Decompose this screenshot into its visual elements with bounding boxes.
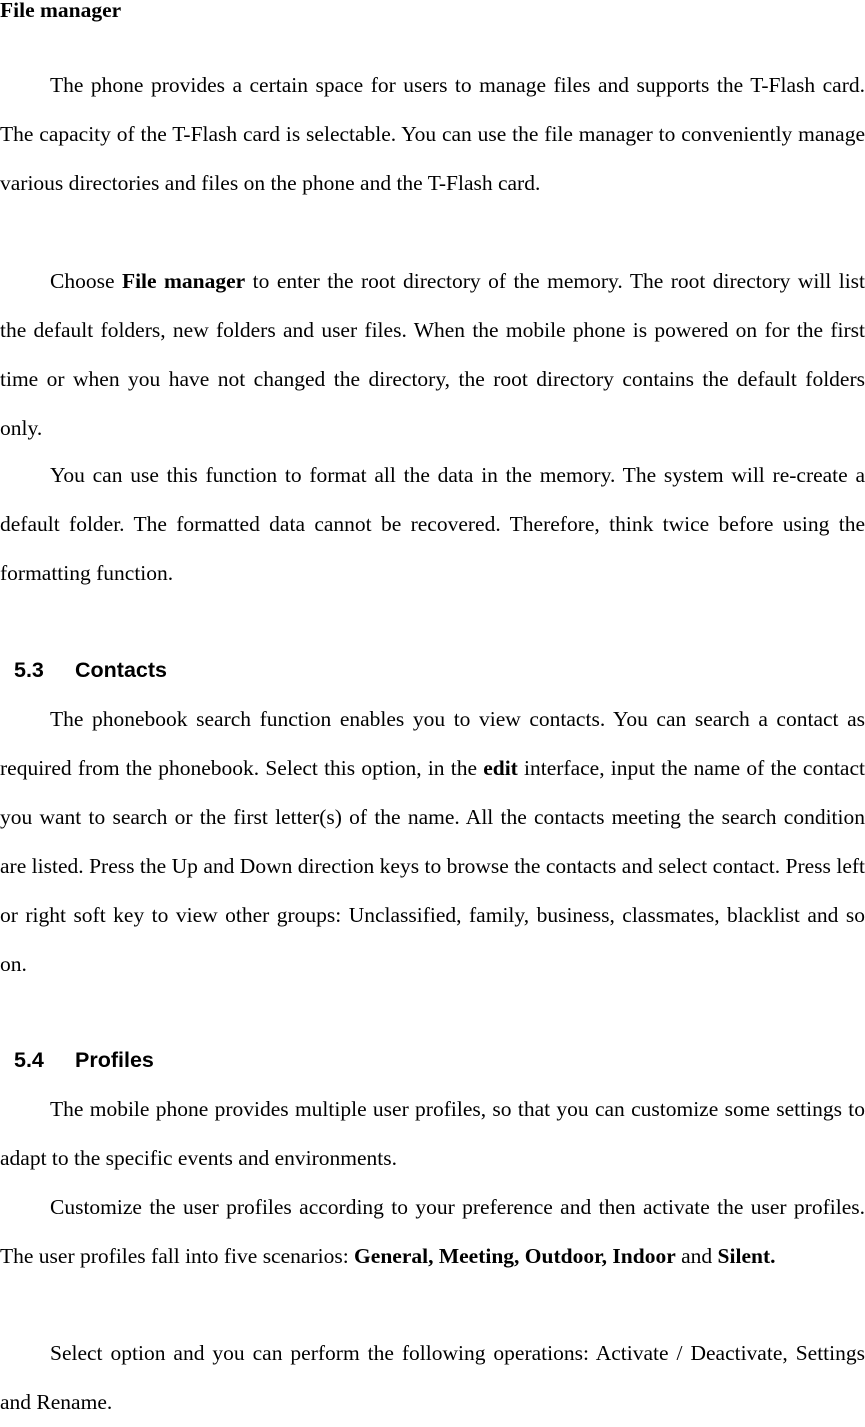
profiles-bold-silent: Silent. xyxy=(717,1244,776,1268)
file-manager-paragraph-1: The phone provides a certain space for users to manage files and supports the T-Flash card. The capacity of the T-Flash card is selectable. You can use the file manager to conveniently manage various directories and files on the phone and the T-Flash card. xyxy=(0,73,865,195)
contacts-bold-term: edit xyxy=(483,756,518,780)
profiles-paragraph-2-text-a: Customize the user profiles according to your preference and then activate the user profiles. The user profiles fall into five scenarios: xyxy=(0,1195,865,1268)
file-manager-bold-term: File manager xyxy=(121,269,246,293)
contacts-paragraph-1 xyxy=(0,695,865,989)
profiles-paragraph-2-text-b: and xyxy=(675,1244,718,1268)
page-title: File manager xyxy=(0,0,122,22)
section-title: Contacts xyxy=(75,658,167,682)
file-manager-paragraph-3: You can use this function to format all the data in the memory. The system will re-create a default folder. The formatted data cannot be recovered. Therefore, think twice before using the formatting function. xyxy=(0,463,865,585)
profiles-paragraph-2 xyxy=(0,1183,865,1281)
section-heading-contacts xyxy=(14,656,167,684)
profiles-paragraph-1: The mobile phone provides multiple user profiles, so that you can customize some settings to adapt to the specific events and environments. xyxy=(0,1097,865,1170)
profiles-bold-scenarios: General, Meeting, Outdoor, Indoor xyxy=(354,1244,676,1268)
file-manager-paragraph-2-text-a: Choose xyxy=(50,269,122,293)
profiles-paragraph-3: Select option and you can perform the following operations: Activate / Deactivate, Settings and Rename. xyxy=(0,1341,865,1414)
section-heading-profiles xyxy=(14,1046,154,1074)
contacts-paragraph-1-text-a: The phonebook search function enables you to view contacts. You can search a contact as required from the phonebook. Select this option, in the xyxy=(0,707,865,780)
file-manager-paragraph-2 xyxy=(0,257,865,453)
section-number: 5.3 xyxy=(14,658,44,682)
contacts-paragraph-1-text-b: interface, input the name of the contact you want to search or the first letter(s) of the name. All the contacts meeting the search condition are listed. Press the Up and Down direction keys to browse the contacts and select contact. Press left or right soft key to view other groups: Unclassified, family, business, classmates, blacklist and so on. xyxy=(0,756,865,976)
file-manager-paragraph-2-text-b: to enter the root directory of the memory. The root directory will list the default folders, new folders and user files. When the mobile phone is powered on for the first time or when you have not changed the directory, the root directory contains the default folders only. xyxy=(0,269,865,440)
section-title: Profiles xyxy=(75,1048,154,1072)
section-number: 5.4 xyxy=(14,1048,44,1072)
